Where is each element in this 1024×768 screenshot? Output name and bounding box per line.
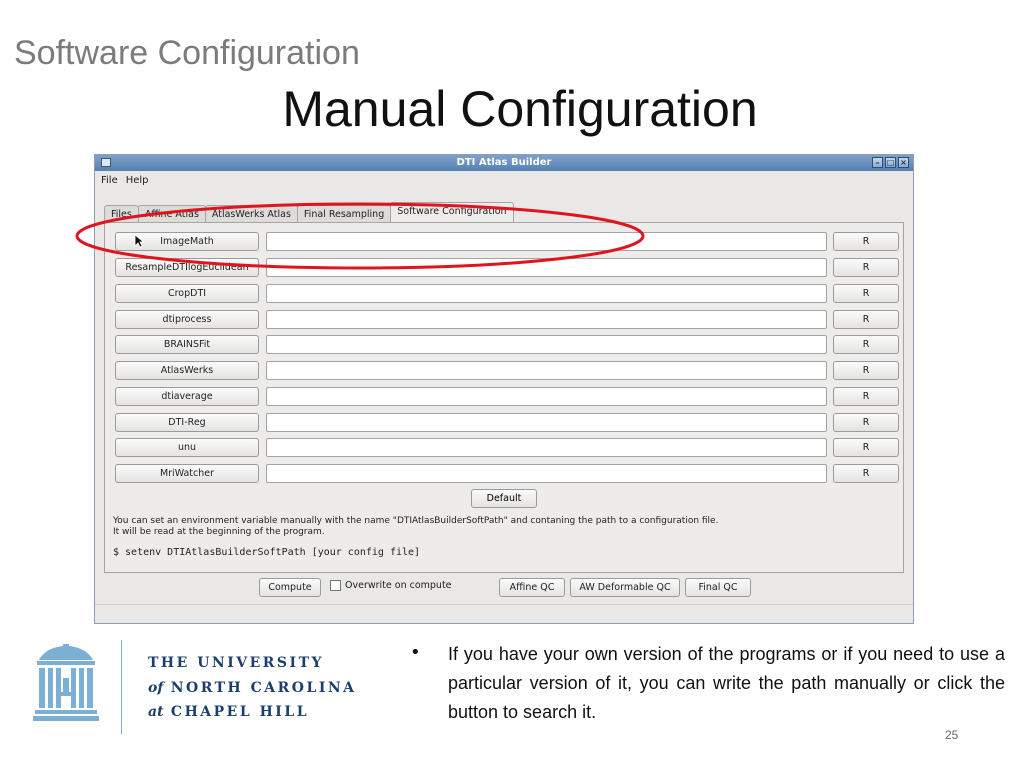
dtiprocess-button[interactable]: dtiprocess bbox=[115, 310, 259, 329]
default-button[interactable]: Default bbox=[471, 489, 537, 508]
maximize-icon[interactable]: □ bbox=[886, 158, 895, 167]
unc-old-well-logo bbox=[33, 644, 99, 728]
software-configuration-panel bbox=[104, 222, 904, 573]
tab-atlaswerks-atlas[interactable]: AtlasWerks Atlas bbox=[205, 205, 298, 223]
mriwatcher-button[interactable]: MriWatcher bbox=[115, 464, 259, 483]
program-row bbox=[115, 232, 897, 252]
mriwatcher-reset-button[interactable]: R bbox=[833, 464, 899, 483]
aw-deformable-qc-button[interactable]: AW Deformable QC bbox=[570, 578, 680, 597]
imagemath-button[interactable]: ImageMath bbox=[115, 232, 259, 251]
brainsfit-reset-button[interactable]: R bbox=[833, 335, 899, 354]
window-controls bbox=[872, 157, 909, 168]
compute-button[interactable]: Compute bbox=[259, 578, 321, 597]
mouse-cursor-icon bbox=[134, 234, 144, 248]
cropdti-reset-button[interactable]: R bbox=[833, 284, 899, 303]
logo-line-3-text: CHAPEL HILL bbox=[170, 704, 310, 720]
unu-reset-button[interactable]: R bbox=[833, 438, 899, 457]
setenv-command: $ setenv DTIAtlasBuilderSoftPath [your config file] bbox=[113, 547, 421, 558]
affine-qc-button[interactable]: Affine QC bbox=[499, 578, 565, 597]
resampledtilogeuclidean-path-input[interactable] bbox=[266, 258, 827, 277]
dtiaverage-path-input[interactable] bbox=[266, 387, 827, 406]
brainsfit-button[interactable]: BRAINSFit bbox=[115, 335, 259, 354]
dti-atlas-builder-window bbox=[94, 154, 914, 624]
program-row bbox=[115, 464, 897, 484]
dtiprocess-reset-button[interactable]: R bbox=[833, 310, 899, 329]
info-text bbox=[113, 516, 718, 538]
section-title: Software Configuration bbox=[14, 34, 360, 72]
bullet-icon: • bbox=[410, 642, 421, 663]
overwrite-label: Overwrite on compute bbox=[345, 580, 452, 591]
brainsfit-path-input[interactable] bbox=[266, 335, 827, 354]
logo-line-3-prefix: at bbox=[148, 704, 164, 720]
tab-bar bbox=[104, 202, 513, 222]
logo-line-2-text: NORTH CAROLINA bbox=[170, 680, 357, 696]
dtiaverage-reset-button[interactable]: R bbox=[833, 387, 899, 406]
imagemath-reset-button[interactable]: R bbox=[833, 232, 899, 251]
dti-reg-button[interactable]: DTI-Reg bbox=[115, 413, 259, 432]
logo-line-1: THE UNIVERSITY bbox=[148, 655, 324, 671]
unu-button[interactable]: unu bbox=[115, 438, 259, 457]
logo-line-2 bbox=[148, 680, 357, 696]
menu-help[interactable]: Help bbox=[125, 174, 149, 186]
logo-divider bbox=[121, 640, 122, 734]
tab-final-resampling[interactable]: Final Resampling bbox=[297, 205, 391, 223]
menu-file[interactable]: File bbox=[101, 174, 118, 186]
info-line-2: It will be read at the beginning of the program. bbox=[113, 527, 325, 537]
menubar bbox=[95, 171, 913, 189]
status-bar bbox=[95, 604, 913, 623]
logo-line-3 bbox=[148, 704, 309, 720]
tab-files[interactable]: Files bbox=[104, 205, 139, 223]
dti-reg-reset-button[interactable]: R bbox=[833, 413, 899, 432]
program-row bbox=[115, 310, 897, 330]
resampledtilogeuclidean-button[interactable]: ResampleDTIlogEuclidean bbox=[115, 258, 259, 277]
program-row bbox=[115, 258, 897, 278]
tab-affine-atlas[interactable]: Affine Atlas bbox=[138, 205, 206, 223]
close-icon[interactable]: × bbox=[898, 157, 909, 168]
mriwatcher-path-input[interactable] bbox=[266, 464, 827, 483]
overwrite-option[interactable] bbox=[330, 580, 452, 591]
program-row bbox=[115, 387, 897, 407]
logo-line-2-prefix: of bbox=[148, 680, 164, 696]
page-number: 25 bbox=[945, 728, 959, 742]
resampledtilogeuclidean-reset-button[interactable]: R bbox=[833, 258, 899, 277]
atlaswerks-button[interactable]: AtlasWerks bbox=[115, 361, 259, 380]
info-line-1: You can set an environment variable manually with the name "DTIAtlasBuilderSoftPath" and contaning the path to a configuration file. bbox=[113, 516, 719, 526]
minimize-icon[interactable]: – bbox=[872, 157, 883, 168]
bullet-text: If you have your own version of the programs or if you need to use a particular version of it, you can write the path manually or click the button to search it. bbox=[448, 644, 1005, 722]
slide-title: Manual Configuration bbox=[282, 81, 758, 137]
final-qc-button[interactable]: Final QC bbox=[685, 578, 751, 597]
cropdti-path-input[interactable] bbox=[266, 284, 827, 303]
imagemath-path-input[interactable] bbox=[266, 232, 827, 251]
overwrite-checkbox[interactable] bbox=[330, 580, 341, 591]
tab-software-configuration[interactable]: Software Configuration bbox=[390, 202, 513, 223]
dtiprocess-path-input[interactable] bbox=[266, 310, 827, 329]
atlaswerks-reset-button[interactable]: R bbox=[833, 361, 899, 380]
program-row bbox=[115, 413, 897, 433]
atlaswerks-path-input[interactable] bbox=[266, 361, 827, 380]
window-titlebar[interactable] bbox=[95, 155, 913, 171]
dti-reg-path-input[interactable] bbox=[266, 413, 827, 432]
window-title: DTI Atlas Builder bbox=[456, 157, 552, 168]
cropdti-button[interactable]: CropDTI bbox=[115, 284, 259, 303]
dtiaverage-button[interactable]: dtiaverage bbox=[115, 387, 259, 406]
unu-path-input[interactable] bbox=[266, 438, 827, 457]
program-row bbox=[115, 335, 897, 355]
program-row bbox=[115, 361, 897, 381]
program-row bbox=[115, 284, 897, 304]
program-row bbox=[115, 438, 897, 458]
